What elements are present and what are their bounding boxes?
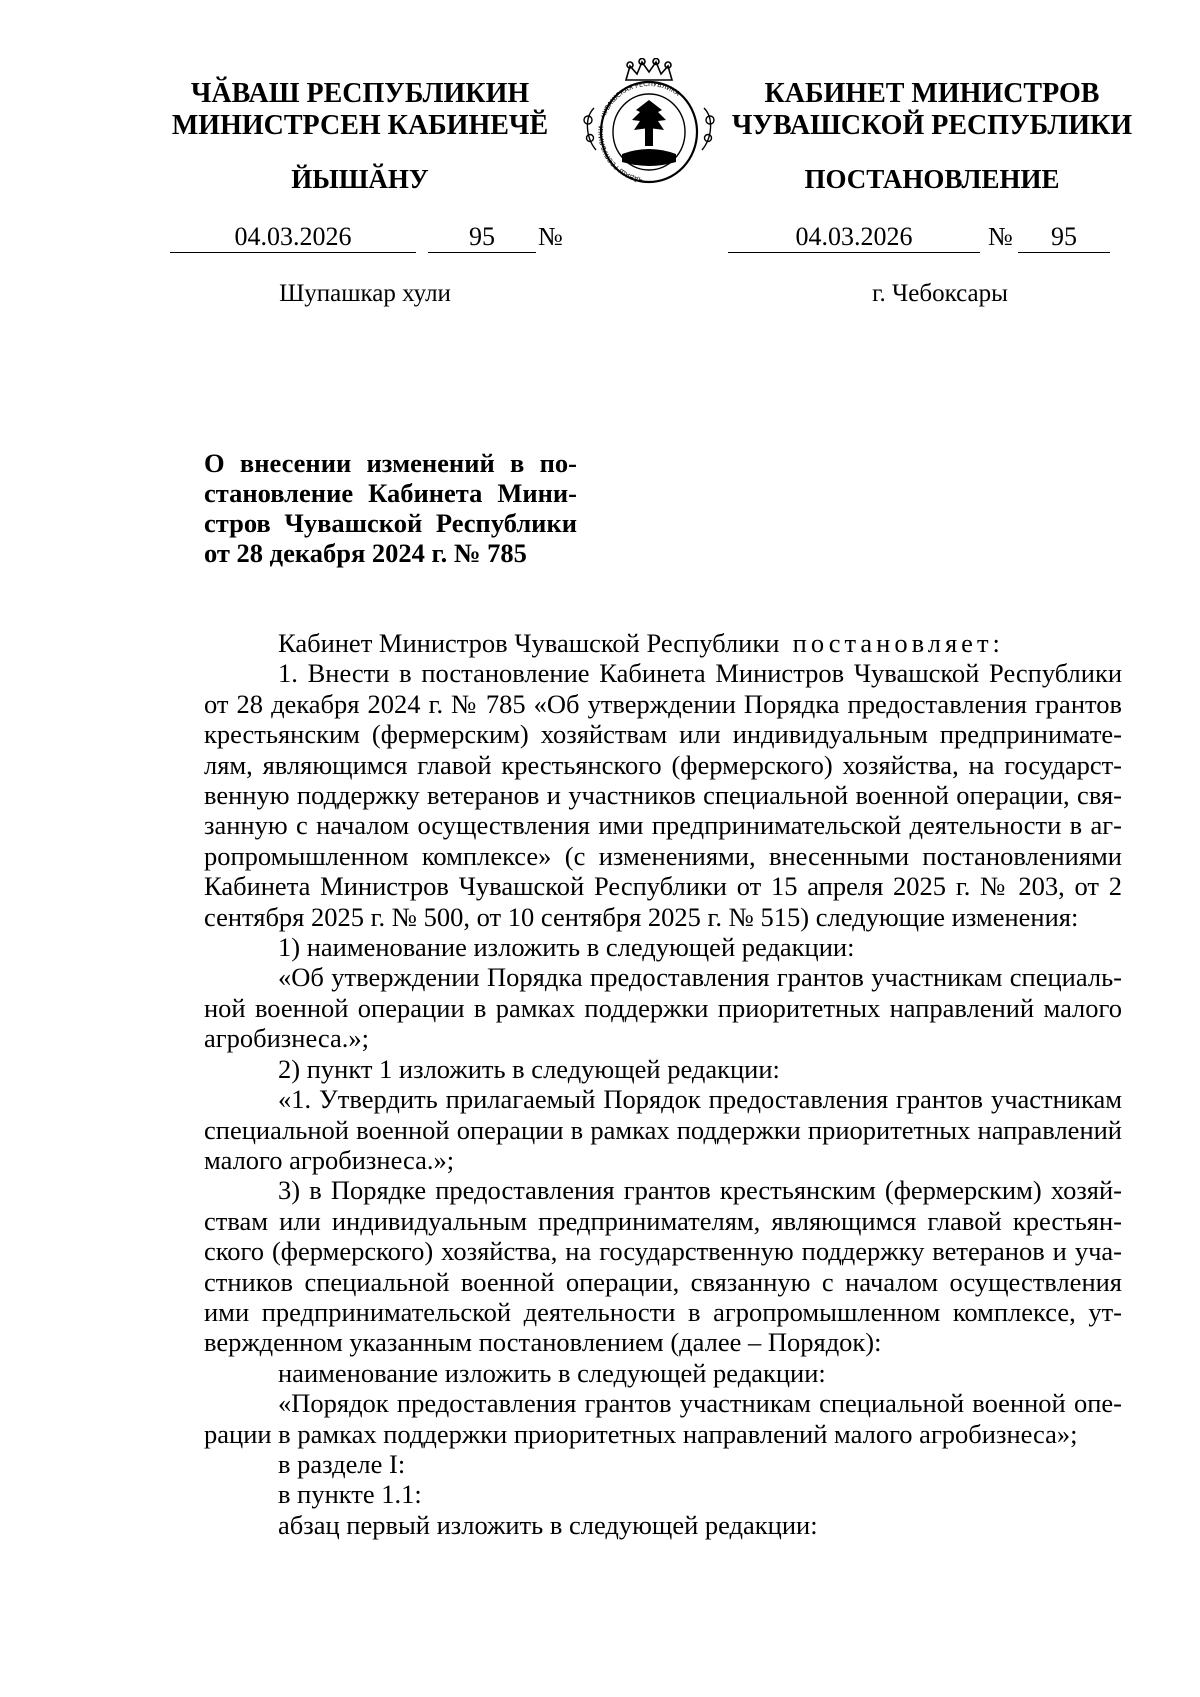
left-number: 95 — [428, 222, 536, 253]
right-number: 95 — [1018, 222, 1110, 253]
left-city: Шупашкар хули — [279, 280, 451, 307]
right-date: 04.03.2026 — [728, 222, 980, 253]
left-doc-type: ЙЫШӐНУ — [291, 164, 429, 194]
chuvash-republic-emblem-icon — [574, 58, 724, 190]
left-org-line1: ЧӐВАШ РЕСПУБЛИКИН — [190, 78, 530, 109]
left-org-line2: МИНИСТРСЕН КАБИНЕЧӖ — [171, 110, 549, 141]
right-org-line1: КАБИНЕТ МИНИСТРОВ — [764, 78, 1100, 109]
preamble-prefix: Кабинет Министров Чувашской Республики — [278, 628, 780, 658]
emblem-ring-text: ЧӐВАШ РЕСПУБЛИКИ • ЧУВАШСКАЯ РЕСПУБЛИКА — [597, 79, 682, 184]
document-body — [204, 628, 1122, 1540]
right-city: г. Чебоксары — [872, 280, 1008, 307]
preamble — [204, 628, 1122, 658]
left-number-sign: № — [538, 222, 563, 251]
paragraph: 1) наименование изложить в следующей редакции: — [278, 932, 855, 963]
right-org-line2: ЧУВАШСКОЙ РЕСПУБЛИКИ — [731, 110, 1133, 141]
paragraph: 2) пункт 1 изложить в следующей редакции: — [278, 1053, 780, 1084]
document-subject: О внесении изменений в постановление Кабинета Министров Чувашской Республики от 28 декабря 2024 г. № 785 — [204, 448, 577, 568]
left-org-name — [150, 78, 570, 142]
paragraph: «Порядок предоставления грантов участникам специальной военной операции в рамках поддержки приоритетных направлений малого агробизнеса»; — [204, 1388, 1122, 1449]
paragraph: в разделе I: — [278, 1448, 406, 1479]
paragraph: 1. Внести в постановление Кабинета Министров Чувашской Республики от 28 декабря 2024 г. № 785 «Об утверждении Порядка предоставления грантов крестьянским (фермерским) хозяйствам или индивидуальным предпринимателям, являющимся главой крестьянского (фермерского) хозяйства, на государственную поддержку ветеранов и участников специальной военной операции, связанную с началом осуществления ими предпринимательской деятельности в агропромышленном комплексе» (с изменениями, внесенными постановлениями Кабинета Министров Чувашской Республики от 15 апреля 2025 г. № 203, от 2 сентября 2025 г. № 500, от 10 сентября 2025 г. № 515) следующие изменения: — [204, 658, 1122, 932]
preamble-verb: постановляет: — [792, 628, 1004, 658]
paragraph: «Об утверждении Порядка предоставления грантов участникам специальной военной операции в рамках поддержки приоритетных направлений малого агробизнеса.»; — [204, 962, 1122, 1054]
paragraph: абзац первый изложить в следующей редакции: — [278, 1509, 818, 1540]
paragraph: наименование изложить в следующей редакции: — [278, 1357, 826, 1388]
paragraph: «1. Утвердить прилагаемый Порядок предоставления грантов участникам специальной военной операции в рамках поддержки приоритетных направлений малого агробизнеса.»; — [204, 1084, 1122, 1175]
right-number-sign: № — [988, 222, 1013, 251]
emblem — [574, 58, 724, 190]
left-date: 04.03.2026 — [170, 222, 416, 253]
right-doc-type: ПОСТАНОВЛЕНИЕ — [804, 164, 1060, 194]
paragraph: в пункте 1.1: — [278, 1479, 422, 1510]
right-org-name — [722, 78, 1142, 142]
paragraph: 3) в Порядке предоставления грантов крестьянским (фермерским) хозяйствам или индивидуальным предпринимателям, являющимся главой крестьянского (фермерского) хозяйства, на государственную поддержку ветеранов и участников специальной военной операции, связанную с началом осуществления ими предпринимательской деятельности в агропромышленном комплексе, утвержденном указанным постановлением (далее – Порядок): — [204, 1175, 1122, 1358]
